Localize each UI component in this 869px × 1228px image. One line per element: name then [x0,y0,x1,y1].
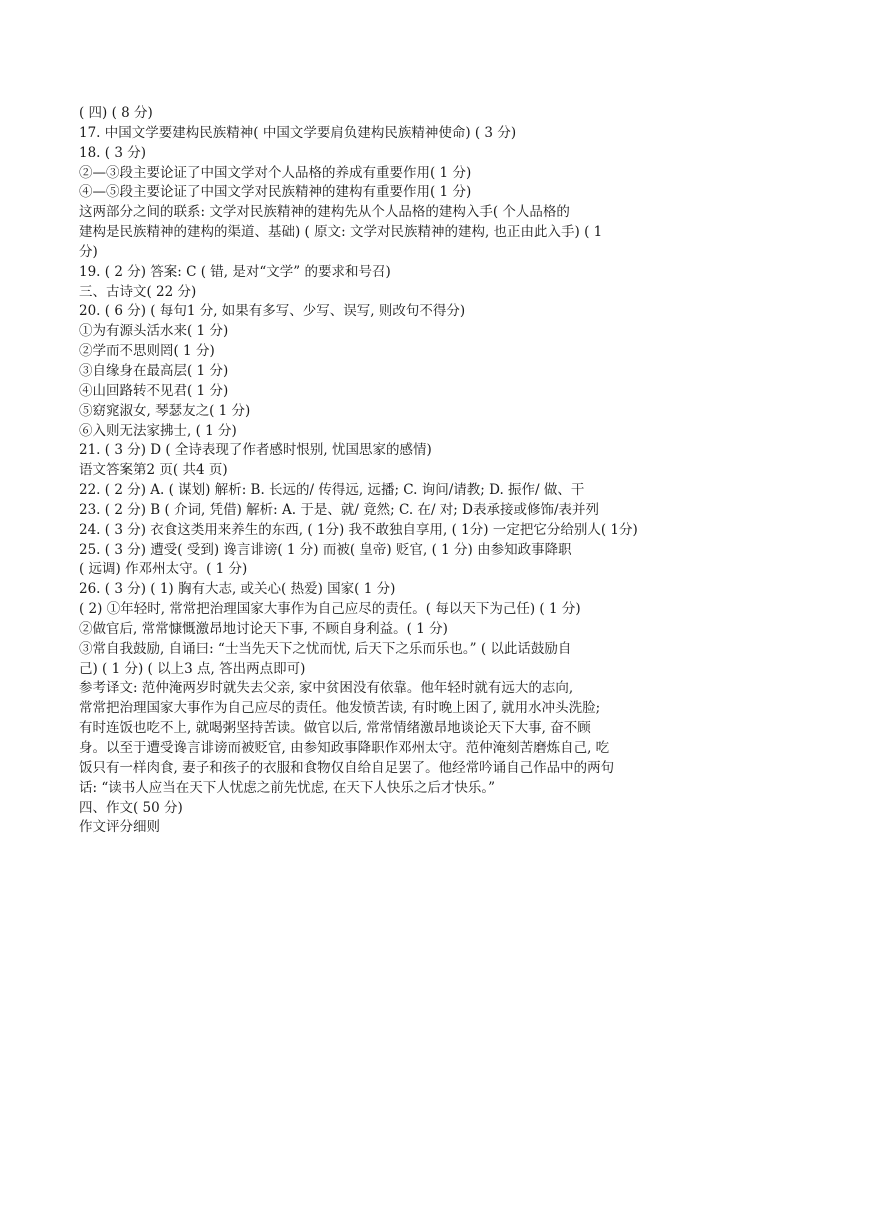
answer-25: 25. ( 3 分) 遭受( 受到) 谗言诽谤( 1 分) 而被( 皇帝) 贬官, ( 1 分) 由参知政事降职 [79,541,572,558]
answer-26: 26. ( 3 分) ( 1) 胸有大志, 或关心( 热爱) 国家( 1 分) [79,581,396,598]
answer-26-point-3: ③常自我鼓励, 自诵曰: “士当先天下之忧而忧, 后天下之乐而乐也。” ( 以此话鼓励自 [79,640,572,657]
answer-26-point-2: ②做官后, 常常慷慨激昂地讨论天下事, 不顾自身利益。( 1 分) [79,620,448,637]
translation-line-1: 参考译文: 范仲淹两岁时就失去父亲, 家中贫困没有依靠。他年轻时就有远大的志向, [79,680,574,697]
page-footer-label: 语文答案第2 页( 共4 页) [79,462,228,479]
answer-25-cont: ( 远调) 作邓州太守。( 1 分) [79,561,248,578]
answer-26-part-2: ( 2) ①年轻时, 常常把治理国家大事作为自己应尽的责任。( 每以天下为己任) ( 1 分) [79,601,581,618]
answer-20-item-4: ④山回路转不见君( 1 分) [79,382,229,399]
answer-20-item-5: ⑤窈窕淑女, 琴瑟友之( 1 分) [79,402,251,419]
translation-line-2: 常常把治理国家大事作为自己应尽的责任。他发愤苦读, 有时晚上困了, 就用水冲头洗脸; [79,700,601,717]
document-body [79,104,849,838]
answer-20-item-3: ③自缘身在最高层( 1 分) [79,362,229,379]
answer-18-relation: 这两部分之间的联系: 文学对民族精神的建构先从个人品格的建构入手( 个人品格的 [79,204,570,221]
essay-rubric-heading: 作文评分细则 [79,819,160,836]
answer-26-point-3-cont: 己) ( 1 分) ( 以上3 点, 答出两点即可) [79,660,306,677]
section-heading-3: 三、古诗文( 22 分) [79,283,197,300]
answer-18-point-2: ④—⑤段主要论证了中国文学对民族精神的建构有重要作用( 1 分) [79,184,472,201]
answer-20-item-6: ⑥入则无法家拂士, ( 1 分) [79,422,237,439]
answer-18: 18. ( 3 分) [79,144,146,161]
answer-18-relation-cont: 建构是民族精神的建构的渠道、基础) ( 原文: 文学对民族精神的建构, 也正由此入手) ( 1 [79,224,603,241]
answer-21: 21. ( 3 分) D ( 全诗表现了作者感时恨别, 忧国思家的感情) [79,442,432,459]
answer-18-point-1: ②—③段主要论证了中国文学对个人品格的养成有重要作用( 1 分) [79,164,472,181]
translation-line-4: 身。以至于遭受谗言诽谤而被贬官, 由参知政事降职作邓州太守。范仲淹刻苦磨炼自己, 吃 [79,740,610,756]
translation-line-5: 饭只有一样肉食, 妻子和孩子的衣服和食物仅自给自足罢了。他经常吟诵自己作品中的两句 [79,759,615,776]
section-heading-4: ( 四) ( 8 分) [79,105,153,121]
section-heading-essay: 四、作文( 50 分) [79,799,183,816]
answer-17: 17. 中国文学要建构民族精神( 中国文学要肩负建构民族精神使命) ( 3 分) [79,124,517,141]
translation-line-6: 话: “读书人应当在天下人忧虑之前先忧虑, 在天下人快乐之后才快乐。” [79,779,495,796]
answer-20-item-2: ②学而不思则罔( 1 分) [79,343,215,360]
answer-24: 24. ( 3 分) 衣食这类用来养生的东西, ( 1分) 我不敢独自享用, ( 1分) 一定把它分给别人( 1分) [79,521,638,538]
answer-23: 23. ( 2 分) B ( 介词, 凭借) 解析: A. 于是、就/ 竟然; C. 在/ 对; D表承接或修饰/表并列 [79,501,599,518]
answer-20: 20. ( 6 分) ( 每句1 分, 如果有多写、少写、误写, 则改句不得分) [79,303,466,320]
answer-22: 22. ( 2 分) A. ( 谋划) 解析: B. 长远的/ 传得远, 远播; C. 询问/请教; D. 振作/ 做、干 [79,482,585,499]
answer-18-relation-end: 分) [79,243,98,260]
answer-20-item-1: ①为有源头活水来( 1 分) [79,323,229,340]
answer-19: 19. ( 2 分) 答案: C ( 错, 是对“文学” 的要求和号召) [79,263,391,280]
translation-line-3: 有时连饭也吃不上, 就喝粥坚持苦读。做官以后, 常常情绪激昂地谈论天下大事, 奋不顾 [79,720,591,737]
